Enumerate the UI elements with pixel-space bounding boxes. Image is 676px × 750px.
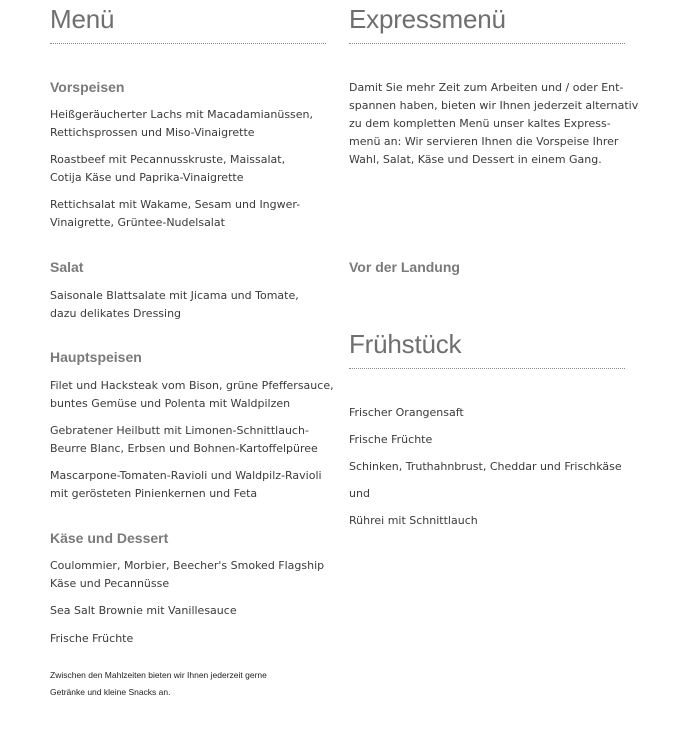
menu-item: Filet und Hacksteak vom Bison, grüne Pfeffersauce, buntes Gemüse und Polenta mit Waldpilzen xyxy=(50,379,334,410)
breakfast-item: und xyxy=(349,487,370,500)
menu-item: Frische Früchte xyxy=(50,632,134,645)
breakfast-item: Schinken, Truthahnbrust, Cheddar und Frischkäse xyxy=(349,460,622,473)
menu-item: Rettichsalat mit Wakame, Sesam und Ingwer- Vinaigrette, Grüntee-Nudelsalat xyxy=(50,198,301,229)
breakfast-item: Frischer Orangensaft xyxy=(349,406,464,419)
express-description: Damit Sie mehr Zeit zum Arbeiten und / oder Ent- spannen haben, bieten wir Ihnen jederzeit alternativ zu dem kompletten Menü unser kaltes Express- menü an: Wir servieren Ihnen die Vorspeise Ihrer Wahl, Salat, Käse und Dessert in einem Gang. xyxy=(349,81,639,166)
section-heading-vorspeisen: Vorspeisen xyxy=(50,79,125,95)
menu-item: Coulommier, Morbier, Beecher's Smoked Flagship Käse und Pecannüsse xyxy=(50,559,325,590)
menu-item: Saisonale Blattsalate mit Jicama und Tomate, dazu delikates Dressing xyxy=(50,289,299,320)
section-heading-salat: Salat xyxy=(50,259,84,275)
breakfast-item: Frische Früchte xyxy=(349,433,433,446)
section-heading-hauptspeisen: Hauptspeisen xyxy=(50,349,142,365)
menu-item: Roastbeef mit Pecannusskruste, Maissalat, Cotija Käse und Paprika-Vinaigrette xyxy=(50,153,286,184)
breakfast-item: Rührei mit Schnittlauch xyxy=(349,514,478,527)
menu-item: Mascarpone-Tomaten-Ravioli und Waldpilz-Ravioli mit gerösteten Pinienkernen und Feta xyxy=(50,469,322,500)
menu-title-divider xyxy=(50,43,326,44)
breakfast-title: Frühstück xyxy=(349,329,462,359)
menu-item: Gebratener Heilbutt mit Limonen-Schnittlauch- Beurre Blanc, Erbsen und Bohnen-Kartoffelpüree xyxy=(50,424,318,455)
express-title-divider xyxy=(349,43,625,44)
breakfast-title-divider xyxy=(349,368,625,369)
menu-title: Menü xyxy=(50,4,115,34)
menu-item: Sea Salt Brownie mit Vanillesauce xyxy=(50,604,237,617)
section-heading-vor-der-landung: Vor der Landung xyxy=(349,259,460,275)
menu-item: Heißgeräucherter Lachs mit Macadamianüssen, Rettichsprossen und Miso-Vinaigrette xyxy=(50,108,314,139)
express-title: Expressmenü xyxy=(349,4,506,34)
section-heading-kaese-dessert: Käse und Dessert xyxy=(50,530,169,546)
snacks-note: Zwischen den Mahlzeiten bieten wir Ihnen jederzeit gerne Getränke und kleine Snacks an. xyxy=(50,670,267,697)
